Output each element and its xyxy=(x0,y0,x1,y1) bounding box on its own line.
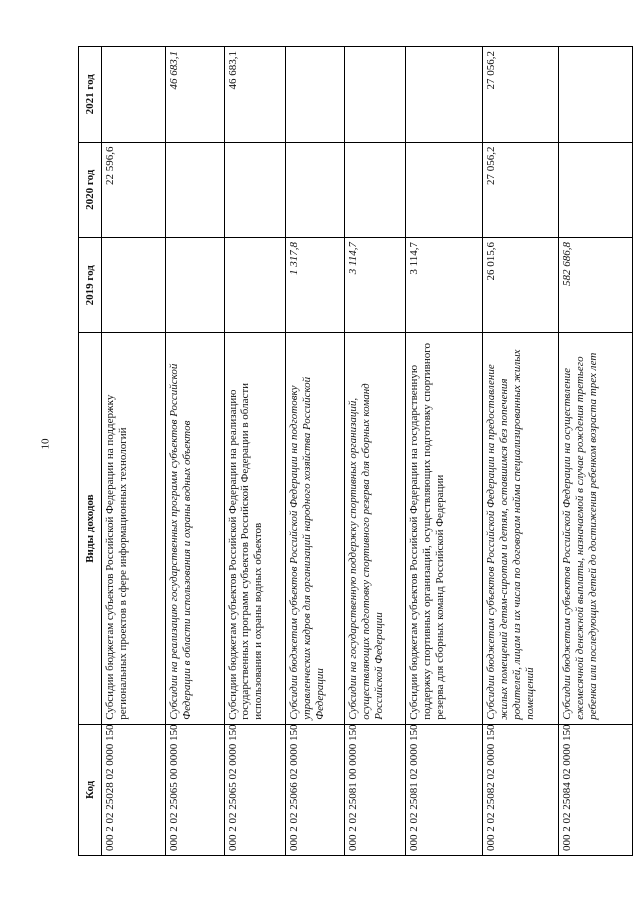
header-2021: 2021 год xyxy=(79,47,102,143)
row-code: 000 2 02 25081 00 0000 150 xyxy=(344,724,405,855)
row-2020 xyxy=(344,142,405,237)
row-code: 000 2 02 25065 00 0000 150 xyxy=(165,724,224,855)
table-row xyxy=(483,47,559,856)
row-2021 xyxy=(102,47,166,143)
row-code: 000 2 02 25084 02 0000 150 xyxy=(559,724,633,855)
row-2020: 27 056,2 xyxy=(483,142,559,237)
row-type: Субсидии бюджетам субъектов Российской Федерации на государственную поддержку спортивных организаций, осуществляющих подготовку спортивного резерва для сборных команд Российской Федерации xyxy=(406,333,483,724)
row-2019: 582 686,8 xyxy=(559,238,633,333)
table-row xyxy=(344,47,405,856)
row-2020 xyxy=(165,142,224,237)
row-2021 xyxy=(285,47,344,143)
header-2020: 2020 год xyxy=(79,142,102,237)
row-2019: 3 114,7 xyxy=(344,238,405,333)
rotated-table-container xyxy=(78,46,633,856)
row-2019 xyxy=(102,238,166,333)
row-2020 xyxy=(224,142,285,237)
row-2019: 26 015,6 xyxy=(483,238,559,333)
income-table xyxy=(78,46,633,856)
row-2020 xyxy=(559,142,633,237)
row-type: Субсидии бюджетам субъектов Российской Федерации на подготовку управленческих кадров для организаций народного хозяйства Российской Федерации xyxy=(285,333,344,724)
row-type: Субсидии на государственную поддержку спортивных организаций, осуществляющих подготовку спортивного резерва для сборных команд Российской Федерации xyxy=(344,333,405,724)
row-2021: 46 683,1 xyxy=(165,47,224,143)
row-2019 xyxy=(224,238,285,333)
row-2019 xyxy=(165,238,224,333)
row-type: Субсидии бюджетам субъектов Российской Федерации на поддержку региональных проектов в сфере информационных технологий xyxy=(102,333,166,724)
header-code: Код xyxy=(79,724,102,855)
table-row xyxy=(102,47,166,856)
header-type: Виды доходов xyxy=(79,333,102,724)
table-header-row xyxy=(79,47,102,856)
row-2021 xyxy=(406,47,483,143)
row-2020 xyxy=(406,142,483,237)
table-row xyxy=(224,47,285,856)
row-2019: 1 317,8 xyxy=(285,238,344,333)
row-2021 xyxy=(559,47,633,143)
page-number: 10 xyxy=(39,438,52,450)
row-code: 000 2 02 25081 02 0000 150 xyxy=(406,724,483,855)
row-type: Субсидии бюджетам субъектов Российской Федерации на осуществление ежемесячной денежной выплаты, назначаемой в случае рождения третьего ребенка или последующих детей до достижения ребенком возраста трех лет xyxy=(559,333,633,724)
row-2019: 3 114,7 xyxy=(406,238,483,333)
row-type: Субсидии бюджетам субъектов Российской Федерации на предоставление жилых помещений детям-сиротам и детям, оставшимся без попечения родителей, лицам из их числа по договорам найма специализированных жилых помещений xyxy=(483,333,559,724)
table-row xyxy=(165,47,224,856)
row-2020: 22 596,6 xyxy=(102,142,166,237)
row-code: 000 2 02 25082 02 0000 150 xyxy=(483,724,559,855)
header-2019: 2019 год xyxy=(79,238,102,333)
table-row xyxy=(406,47,483,856)
row-code: 000 2 02 25066 02 0000 150 xyxy=(285,724,344,855)
row-code: 000 2 02 25028 02 0000 150 xyxy=(102,724,166,855)
row-code: 000 2 02 25065 02 0000 150 xyxy=(224,724,285,855)
row-2021: 46 683,1 xyxy=(224,47,285,143)
row-type: Субсидии бюджетам субъектов Российской Федерации на реализацию государственных программ субъектов Российской Федерации в области использования и охраны водных объектов xyxy=(224,333,285,724)
table-row xyxy=(559,47,633,856)
row-2021: 27 056,2 xyxy=(483,47,559,143)
row-2020 xyxy=(285,142,344,237)
table-row xyxy=(285,47,344,856)
row-type: Субсидии на реализацию государственных программ субъектов Российской Федерации в области использования и охраны водных объектов xyxy=(165,333,224,724)
row-2021 xyxy=(344,47,405,143)
